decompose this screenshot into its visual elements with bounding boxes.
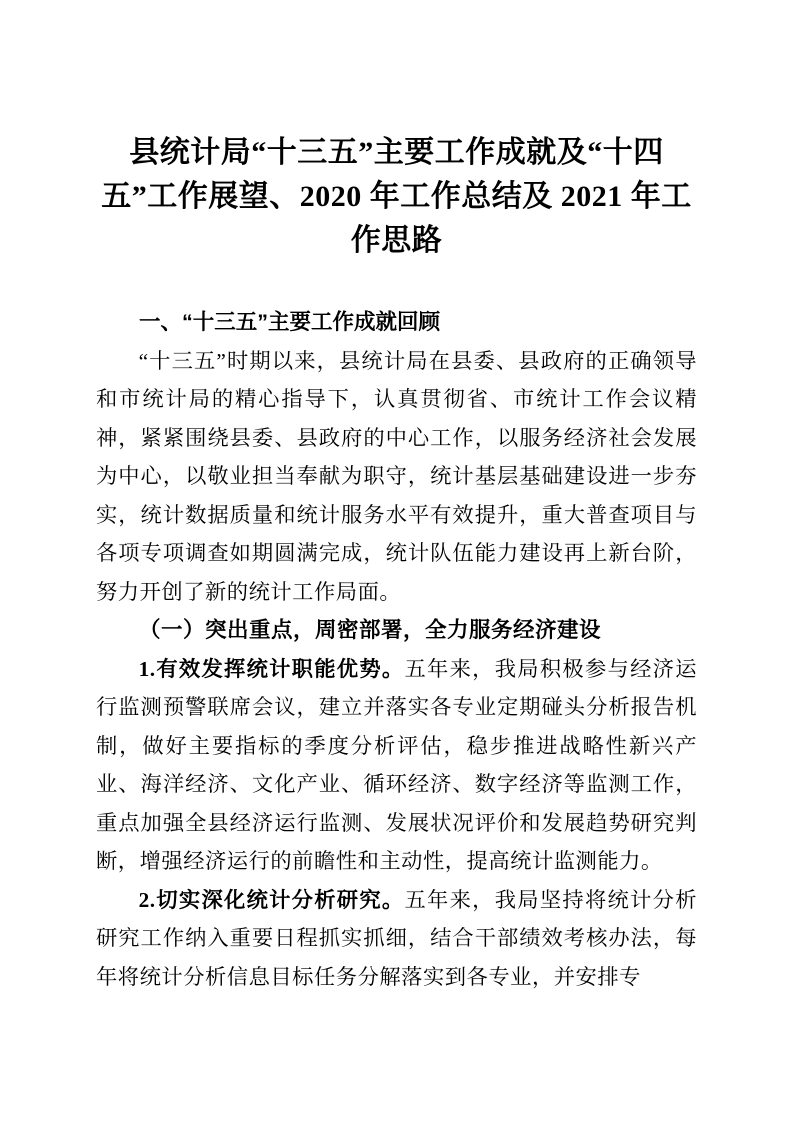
numbered-paragraph-2-lead: 2.切实深化统计分析研究。: [138, 887, 405, 912]
document-title: 县统计局“十三五”主要工作成就及“十四五”工作展望、2020 年工作总结及 2021 年工作思路: [101, 136, 692, 257]
numbered-paragraph-1-lead: 1.有效发挥统计职能优势。: [138, 656, 405, 681]
numbered-paragraph-1: [96, 650, 697, 881]
subsection-heading-1: （一）突出重点，周密部署，全力服务经济建设: [139, 618, 602, 642]
numbered-paragraph-1-body: 五年来，我局积极参与经济运行监测预警联席会议，建立并落实各专业定期碰头分析报告机制，做好主要指标的季度分析评估，稳步推进战略性新兴产业、海洋经济、文化产业、循环经济、数字经济等监测工作，重点加强全县经济运行监测、发展状况评价和发展趋势研究判断，增强经济运行的前瞻性和主动性，提高统计监测能力。: [96, 656, 697, 873]
section-heading-1: 一、“十三五”主要工作成就回顾: [139, 310, 441, 334]
numbered-paragraph-2-body: 五年来，我局坚持将统计分析研究工作纳入重要日程抓实抓细，结合干部绩效考核办法，每年将统计分析信息目标任务分解落实到各专业，并安排专: [96, 887, 697, 989]
numbered-paragraph-2: [96, 881, 697, 997]
intro-paragraph: “十三五”时期以来，县统计局在县委、县政府的正确领导和市统计局的精心指导下，认真贯彻省、市统计工作会议精神，紧紧围绕县委、县政府的中心工作，以服务经济社会发展为中心，以敬业担当奉献为职守，统计基层基础建设进一步夯实，统计数据质量和统计服务水平有效提升，重大普查项目与各项专项调查如期圆满完成，统计队伍能力建设再上新台阶，努力开创了新的统计工作局面。: [96, 348, 697, 604]
